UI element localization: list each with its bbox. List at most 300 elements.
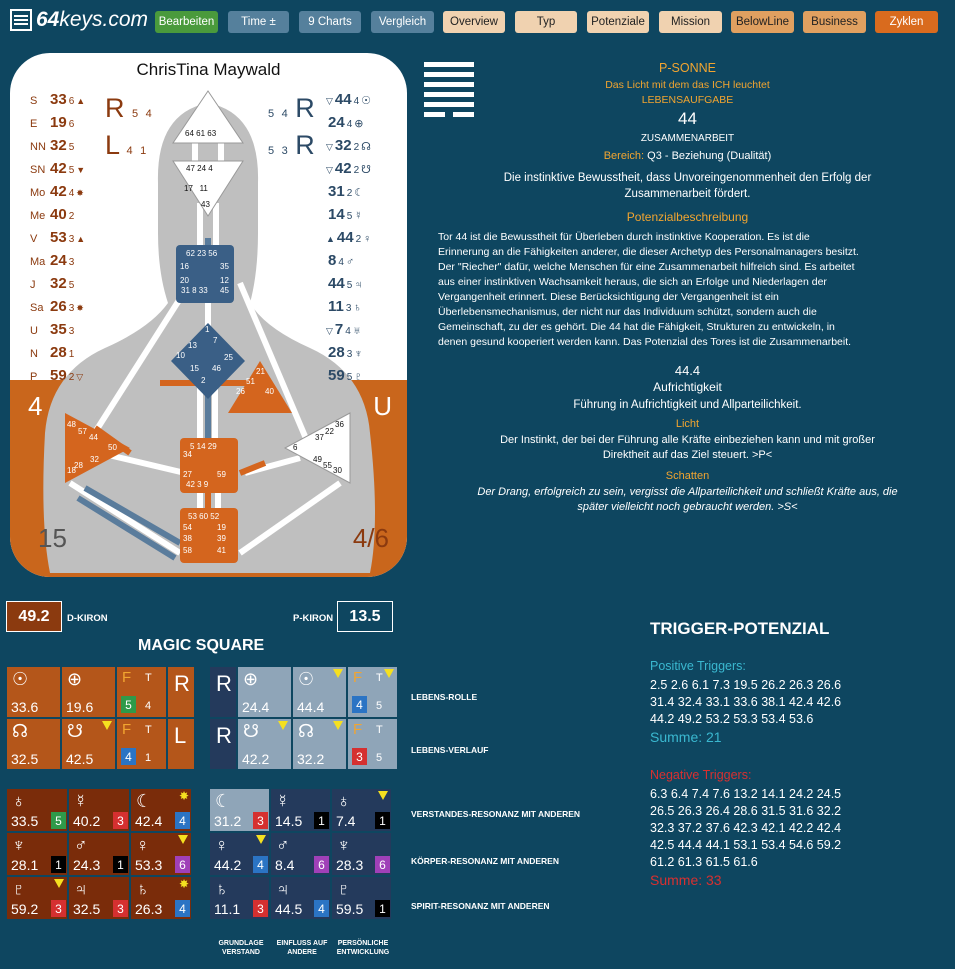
design-activation-row <box>30 275 76 292</box>
bodygraph-panel <box>10 53 407 577</box>
magic-square-cell <box>130 788 192 832</box>
g-gate: 2 <box>201 376 206 385</box>
cell-number: 5 <box>376 700 383 712</box>
triangle-icon <box>378 791 388 800</box>
line-number: 3 <box>68 326 75 337</box>
magic-square-cell <box>331 832 392 876</box>
line-box: 6 <box>175 856 190 873</box>
planet-symbol: ♄ <box>136 879 150 899</box>
line-box: 5 <box>121 696 136 713</box>
planet-symbol: ⊕ <box>354 118 364 130</box>
label-persoenliche-entwicklung: PERSÖNLICHE ENTWICKLUNG <box>336 940 390 956</box>
design-activation-row <box>30 321 76 338</box>
positive-triggers-values: 2.5 2.6 6.1 7.3 19.5 26.2 26.3 26.6 31.4 32.4 33.1 33.6 38.1 42.4 42.6 44.2 49.2 53.2 53.3 53.4 53.6 <box>650 678 842 726</box>
root-gate: 38 <box>183 534 192 543</box>
sacral-gate: 59 <box>217 470 226 479</box>
root-gate: 58 <box>183 546 192 555</box>
positive-triggers-label: Positive Triggers: <box>650 659 746 673</box>
cell-letter: R <box>174 671 190 696</box>
line-number: 1 <box>68 349 75 360</box>
line-box: 4 <box>175 812 190 829</box>
gate-number: 42 <box>50 183 67 200</box>
planet-symbol: ☋ <box>67 721 83 741</box>
g-gate: 25 <box>224 353 233 362</box>
ajna-gates-3: 43 <box>201 200 210 209</box>
planet-symbol: E <box>30 118 38 130</box>
line-number: 5 <box>68 142 75 153</box>
magic-square-cell <box>68 876 130 920</box>
personality-activation-row <box>326 183 372 200</box>
planet-symbol: ♁ <box>12 791 26 811</box>
throat-gate-35: 35 <box>220 262 229 271</box>
magic-square-cell <box>68 832 130 876</box>
planet-symbol: ☋ <box>361 164 371 176</box>
line-box: 4 <box>121 748 136 765</box>
planet-symbol: Mo <box>30 187 46 199</box>
line-box: 4 <box>314 900 329 917</box>
planet-symbol: ☉ <box>361 95 372 107</box>
cell-number: 4 <box>145 700 152 712</box>
magic-square-cell <box>116 666 167 718</box>
planet-symbol: ♁ <box>337 791 351 811</box>
design-activation-row <box>30 298 84 315</box>
design-bottom-grid <box>6 788 192 920</box>
design-activation-row <box>30 160 85 177</box>
gate-line-value: 32.5 <box>11 751 39 767</box>
label-verstandes-resonanz: VERSTANDES-RESONANZ MIT ANDEREN <box>411 809 581 819</box>
planet-symbol: ☉ <box>12 669 29 689</box>
personality-activation-row <box>326 275 372 292</box>
sacral-gate: 42 3 9 <box>186 480 209 489</box>
gate-number: 24 <box>328 114 345 131</box>
gate-number: 19 <box>50 114 67 131</box>
magic-square-cell <box>292 718 347 770</box>
shadow-text: Der Drang, erfolgreich zu sein, vergisst die Allparteilichkeit und schließt Kräfte aus, die später vielleicht noch gebraucht werden. >S< <box>477 486 898 513</box>
overview-button[interactable]: Overview <box>443 11 505 33</box>
type-letter: U <box>373 391 392 421</box>
throat-gates-bottom: 31 8 33 <box>181 286 208 295</box>
line-box: 3 <box>253 812 268 829</box>
personality-activation-row <box>326 137 379 154</box>
design-activation-row <box>30 137 76 154</box>
label-spirit-resonanz: SPIRIT-RESONANZ MIT ANDEREN <box>411 901 550 911</box>
light-title: Licht <box>675 418 700 430</box>
cell-f-label: F <box>353 669 363 686</box>
gate-line-value: 32.2 <box>297 751 325 767</box>
heart-gate: 21 <box>256 367 265 376</box>
gate-line-value: 31.2 <box>214 813 242 829</box>
gate-line-value: 44.5 <box>275 901 303 917</box>
logo-icon <box>10 9 32 31</box>
negative-triggers-sum: Summe: 33 <box>650 872 722 888</box>
gate-line-value: 28.1 <box>11 857 39 873</box>
magic-square-cell <box>270 832 331 876</box>
gate-number: 59 <box>328 367 345 384</box>
d-kiron-value: 49.2 <box>6 601 62 632</box>
cycles-button[interactable]: Zyklen <box>875 11 938 33</box>
fixing-mark: ▼ <box>76 165 86 175</box>
gate-number: 44 <box>678 109 697 128</box>
positive-triggers-sum: Summe: 21 <box>650 729 722 745</box>
gate-number: 14 <box>328 206 345 223</box>
belowline-button[interactable]: BelowLine <box>731 11 794 33</box>
magic-square-cell <box>6 832 68 876</box>
g-gate: 13 <box>188 341 197 350</box>
planet-symbol: ♀ <box>136 835 150 855</box>
personality-activation-row <box>326 229 381 246</box>
label-lebens-verlauf: LEBENS-VERLAUF <box>411 745 489 755</box>
time-button[interactable]: Time ± <box>228 11 289 33</box>
magic-square-cell <box>130 832 192 876</box>
gate-line-value: 26.3 <box>135 901 163 917</box>
personality-activation-row <box>326 367 372 384</box>
cell-letter: R <box>216 723 232 748</box>
business-button[interactable]: Business <box>803 11 866 33</box>
gate-line-value: 24.4 <box>242 699 270 715</box>
solar-plexus-gate: 37 <box>315 433 324 442</box>
type-button[interactable]: Typ <box>515 11 577 33</box>
planet-symbol: P <box>30 371 38 383</box>
gate-line-value: 42.5 <box>66 751 94 767</box>
throat-gate-45: 45 <box>220 286 229 295</box>
profile-definition: 4 <box>28 391 43 421</box>
line-box: 3 <box>113 900 128 917</box>
gate-number: 32 <box>50 137 67 154</box>
gate-line-value: 44.4 <box>297 699 325 715</box>
g-gate: 10 <box>176 351 185 360</box>
triangle-icon <box>278 721 288 730</box>
planet-symbol: ♆ <box>12 835 26 855</box>
gate-line-value: 33.5 <box>11 813 39 829</box>
line-box: 4 <box>253 856 268 873</box>
magic-square-cell <box>347 666 398 718</box>
gate-number: 59 <box>50 367 67 384</box>
fixing-mark: ▽ <box>326 326 333 336</box>
line-box: 3 <box>113 812 128 829</box>
magic-square-cell <box>209 666 237 718</box>
line-box: 5 <box>51 812 66 829</box>
fixing-mark: ▲ <box>76 96 86 106</box>
info-lebensaufgabe: LEBENSAUFGABE <box>641 94 734 106</box>
throat-gate-12: 12 <box>220 276 229 285</box>
ajna-gates-2: 17 11 <box>184 184 208 193</box>
solar-plexus-gate: 30 <box>333 466 342 475</box>
shadow-title: Schatten <box>665 470 710 482</box>
design-activation-row <box>30 252 76 269</box>
cell-t-label: T <box>376 672 383 684</box>
label-koerper-resonanz: KÖRPER-RESONANZ MIT ANDEREN <box>411 856 559 866</box>
magic-square-cell <box>331 788 392 832</box>
planet-symbol: ☿ <box>74 791 88 811</box>
gate-line-value: 33.6 <box>11 699 39 715</box>
planet-symbol: ☿ <box>276 791 290 811</box>
sacral-gate: 34 <box>183 450 192 459</box>
line-box: 3 <box>253 900 268 917</box>
planet-symbol: ☾ <box>136 791 153 811</box>
triangle-icon <box>102 721 112 730</box>
root-gate: 53 60 52 <box>188 512 220 521</box>
g-gate: 46 <box>212 364 221 373</box>
gate-description: Die instinktive Bewusstheit, dass Unvoreingenommenheit den Erfolg der Zusammenarbeit fördert. <box>503 172 872 200</box>
logo[interactable] <box>10 8 148 32</box>
edit-button[interactable]: Bearbeiten <box>155 11 218 33</box>
planet-symbol: V <box>30 233 38 245</box>
profile: 4/6 <box>352 523 389 553</box>
compare-button[interactable]: Vergleich <box>371 11 434 33</box>
p-kiron-label: P-KIRON <box>293 613 334 624</box>
design-activation-row <box>30 183 84 200</box>
gate-line-value: 59.5 <box>336 901 364 917</box>
planet-symbol: ♀ <box>363 233 372 245</box>
gate-number: 32 <box>334 137 352 154</box>
magic-square-cell <box>347 718 398 770</box>
planet-symbol: ⊕ <box>243 669 259 689</box>
root-gate: 41 <box>217 546 226 555</box>
magic-square-cell <box>237 666 292 718</box>
line-number: 4 <box>338 257 344 268</box>
magic-square-cell <box>61 666 116 718</box>
magic-square-cell <box>6 788 68 832</box>
planet-symbol: ♂ <box>74 835 88 855</box>
magic-square-cell <box>209 832 270 876</box>
sacral-gate: 27 <box>183 470 192 479</box>
g-gate: 7 <box>213 336 218 345</box>
magic-square-title: MAGIC SQUARE <box>138 637 265 654</box>
potentials-button[interactable]: Potenziale <box>587 11 649 33</box>
planet-symbol: ☉ <box>298 669 315 689</box>
info-subtitle: Das Licht mit dem das ICH leuchtet <box>605 79 770 91</box>
line-number: 4 <box>345 326 351 337</box>
heart-gate: 40 <box>265 387 274 396</box>
root-gate: 19 <box>217 523 226 532</box>
gate-number: 32 <box>50 275 67 292</box>
label-lebens-rolle: LEBENS-ROLLE <box>411 692 478 702</box>
line-box: 4 <box>352 696 367 713</box>
cell-number: 1 <box>145 752 152 764</box>
cell-t-label: T <box>145 672 152 684</box>
personality-activation-row <box>326 91 379 108</box>
planet-symbol: ☾ <box>354 187 365 199</box>
cell-t-label: T <box>145 724 152 736</box>
planet-symbol: ☋ <box>243 721 259 741</box>
gate-line-value: 44.2 <box>214 857 242 873</box>
fixing-mark: ▲ <box>326 234 335 244</box>
gate-line-value: 42.2 <box>242 751 270 767</box>
planet-symbol: S <box>30 95 38 107</box>
magic-square-cell <box>6 718 61 770</box>
nine-charts-button[interactable]: 9 Charts <box>299 11 361 33</box>
mission-button[interactable]: Mission <box>659 11 722 33</box>
personality-activation-row <box>326 160 379 177</box>
magic-square-cell <box>237 718 292 770</box>
incarnation-cross: 15 <box>38 523 67 553</box>
gate-number: 40 <box>50 206 67 223</box>
line-number: 2 <box>355 234 362 245</box>
planet-symbol: Me <box>30 210 46 222</box>
magic-square-cell <box>6 666 61 718</box>
spleen-gate: 28 <box>74 461 83 470</box>
magic-square-cell <box>68 788 130 832</box>
planet-symbol: Sa <box>30 302 44 314</box>
right-r-indicator-1: 5 4 R <box>268 93 315 123</box>
line-box: 3 <box>51 900 66 917</box>
star-icon: ✸ <box>178 877 189 891</box>
magic-square-cell <box>167 718 195 770</box>
solar-plexus-gate: 36 <box>335 420 344 429</box>
line-box: 1 <box>375 900 390 917</box>
planet-symbol: N <box>30 348 38 360</box>
cell-letter: R <box>216 671 232 696</box>
triangle-icon <box>333 669 343 678</box>
ajna-gates: 47 24 4 <box>186 164 213 173</box>
gate-line-value: 24.3 <box>73 857 101 873</box>
gate-number: 24 <box>50 252 67 269</box>
gate-number: 8 <box>328 252 337 269</box>
gate-info-panel <box>420 55 955 515</box>
line-number: 6 <box>68 96 75 107</box>
magic-square-cell <box>292 666 347 718</box>
line-number: 5 <box>346 372 353 383</box>
cell-f-label: F <box>353 721 363 738</box>
top-navigation <box>0 0 955 44</box>
planet-symbol: J <box>30 279 36 291</box>
gate-name: ZUSAMMENARBEIT <box>640 133 735 144</box>
gate-number: 44 <box>336 229 354 246</box>
star-icon: ✸ <box>178 789 189 803</box>
line-name: Aufrichtigkeit <box>653 380 722 394</box>
spleen-gate: 44 <box>89 433 98 442</box>
light-text: Der Instinkt, der bei der Führung alle Kräfte einbeziehen kann und mit großer Direktheit auf das Ziel steuert. >P< <box>500 434 875 461</box>
planet-symbol: NN <box>30 141 46 153</box>
gate-line-value: 32.5 <box>73 901 101 917</box>
fixing-mark: ▲ <box>76 234 86 244</box>
planet-symbol: ☊ <box>12 721 28 741</box>
gate-line-value: 53.3 <box>135 857 163 873</box>
throat-gates-top: 62 23 56 <box>186 249 218 258</box>
line-number: 2 <box>68 372 75 383</box>
fixing-mark: ▽ <box>326 96 333 106</box>
fixing-mark: ✸ <box>76 188 84 198</box>
design-top-grid <box>6 666 195 770</box>
design-activation-row <box>30 229 85 246</box>
g-gate: 15 <box>190 364 199 373</box>
line-number: 44.4 <box>674 363 701 378</box>
magic-square-cell <box>331 876 392 920</box>
potential-text: Tor 44 ist die Bewusstheit für Überleben durch instinktive Kooperation. Es ist die Erinnerung an die Fähigkeiten anderer, die dieser Archetyp des Personalmanagers besitzt. Der "Riecher" dafür, welche Menschen für eine Zusammenarbeit hilfreich sind. Es arbeitet aus einer instinktiven Wachsamkeit heraus, die sich an Erfolge und Niederlagen der Vergangenheit erinnert. Diese Berücksichtigung der Vergangenheit ist ein Überlebensmechanismus, der nicht nur das Individuum schützt, sondern auch die Gemeinschaft, zu der es gehört. Die 44 hat die Fähigkeit, Strukturen zu entwickeln, in denen gesund kooperiert werden kann. Das Potenzial des Tores ist die Zusammenarbeit. <box>438 231 859 348</box>
personality-bottom-grid <box>209 788 392 920</box>
gate-line-value: 59.2 <box>11 901 39 917</box>
heart-gate: 51 <box>246 377 255 386</box>
line-box: 1 <box>113 856 128 873</box>
planet-symbol: ♃ <box>354 279 363 291</box>
magic-square-cell <box>270 788 331 832</box>
gate-line-value: 8.4 <box>275 857 295 873</box>
planet-symbol: ♄ <box>215 879 229 899</box>
line-number: 2 <box>68 211 75 222</box>
personality-activation-row <box>326 298 371 315</box>
gate-number: 42 <box>334 160 352 177</box>
gate-line-value: 42.4 <box>135 813 163 829</box>
magic-square-cell <box>209 788 270 832</box>
magic-square-cell <box>61 718 116 770</box>
line-box: 6 <box>375 856 390 873</box>
planet-symbol: ⊕ <box>67 669 83 689</box>
line-box: 4 <box>175 900 190 917</box>
heart-gate: 26 <box>236 387 245 396</box>
sacral-gate: 5 14 29 <box>190 442 217 451</box>
line-number: 5 <box>346 280 353 291</box>
line-number: 2 <box>353 142 360 153</box>
design-activation-row <box>30 91 85 108</box>
fixing-mark: ✸ <box>76 303 84 313</box>
planet-symbol: SN <box>30 164 46 176</box>
magic-square-cell <box>6 876 68 920</box>
fixing-mark: ▽ <box>326 142 333 152</box>
planet-symbol: ☊ <box>298 721 314 741</box>
planet-symbol: ♇ <box>354 371 363 383</box>
triangle-icon <box>384 669 394 678</box>
solar-plexus-gate: 49 <box>313 455 322 464</box>
line-number: 4 <box>68 188 75 199</box>
cell-f-label: F <box>122 721 132 738</box>
planet-symbol: ☊ <box>361 141 371 153</box>
chart-owner-name: ChrisTina Maywald <box>136 60 281 79</box>
planet-symbol: ♃ <box>276 879 290 899</box>
magic-square-cell <box>130 876 192 920</box>
planet-symbol: ♂ <box>345 256 355 268</box>
planet-symbol: ♇ <box>12 879 26 899</box>
planet-symbol: ☾ <box>215 791 232 811</box>
personality-activation-row <box>326 321 371 338</box>
gate-number: 35 <box>50 321 67 338</box>
gate-line-value: 11.1 <box>214 901 241 917</box>
left-l-indicator: L 4 1 <box>105 130 147 160</box>
logo-number: 64 <box>36 8 60 31</box>
spleen-gate: 18 <box>67 466 76 475</box>
personality-activation-row <box>326 206 372 223</box>
magic-square-cell <box>209 876 270 920</box>
design-activation-row <box>30 367 83 384</box>
root-gate: 39 <box>217 534 226 543</box>
cell-t-label: T <box>376 724 383 736</box>
line-number: 3 <box>345 303 352 314</box>
p-kiron-value: 13.5 <box>337 601 393 632</box>
planet-symbol: ♃ <box>74 879 88 899</box>
gate-number: 33 <box>50 91 67 108</box>
negative-triggers-values: 6.3 6.4 7.4 7.6 13.2 14.1 24.2 24.5 26.5 26.3 26.4 28.6 31.5 31.6 32.2 32.3 37.2 37.6 42.3 42.1 42.2 42.4 42.5 44.4 44.1 53.1 53.4 54.6 59.2 61.2 61.3 61.5 61.6 <box>650 787 842 869</box>
gate-number: 28 <box>328 344 345 361</box>
spleen-gate: 57 <box>78 427 87 436</box>
design-activation-row <box>30 114 76 131</box>
solar-plexus-gate: 55 <box>323 461 332 470</box>
line-number: 3 <box>346 349 353 360</box>
personality-activation-row <box>326 114 372 131</box>
solar-plexus-gate: 22 <box>325 427 334 436</box>
gate-line-value: 28.3 <box>336 857 364 873</box>
planet-symbol: Ma <box>30 256 46 268</box>
gate-number: 31 <box>328 183 345 200</box>
solar-plexus-gate: 6 <box>293 443 298 452</box>
throat-gate-20: 20 <box>180 276 189 285</box>
gate-number: 26 <box>50 298 67 315</box>
right-r-indicator-2: 5 3 R <box>268 130 315 160</box>
line-box: 3 <box>352 748 367 765</box>
spleen-gate: 48 <box>67 420 76 429</box>
line-box: 6 <box>314 856 329 873</box>
planet-symbol: ☿ <box>354 210 363 222</box>
personality-top-grid <box>209 666 398 770</box>
trigger-title: TRIGGER-POTENZIAL <box>650 619 830 638</box>
